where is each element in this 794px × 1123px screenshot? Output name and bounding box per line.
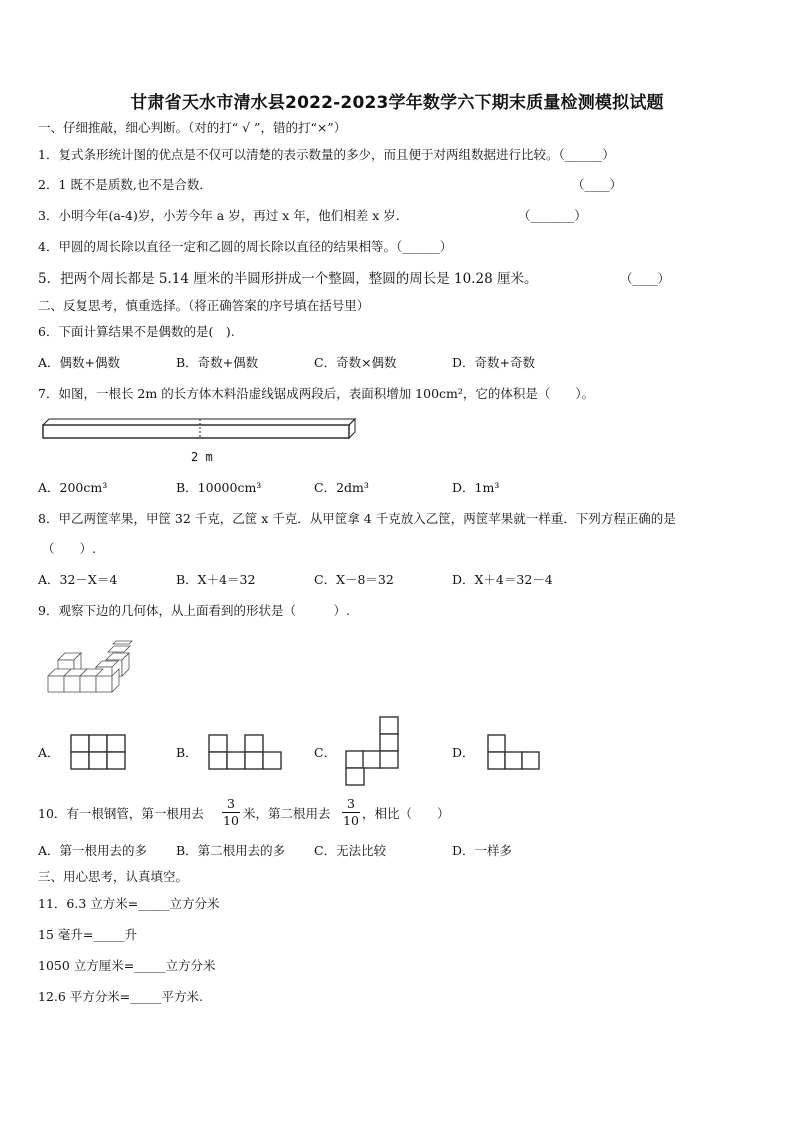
q6-option-b: B．奇数+偶数 bbox=[176, 355, 259, 370]
fraction-2-numerator: 3 bbox=[347, 796, 355, 811]
q8-option-c: C．X－8＝32 bbox=[314, 572, 394, 587]
section-heading-1: 一、仔细推敲，细心判断。（对的打“ √ ”，错的打“×”） bbox=[38, 120, 347, 135]
answer-blank-5: （____） bbox=[620, 271, 671, 286]
question-11-line-2: 15 毫升=_____升 bbox=[38, 927, 138, 942]
q10-option-c: C．无法比较 bbox=[314, 843, 387, 858]
question-3: 3．小明今年(a-4)岁，小芳今年 a 岁，再过 x 年，他们相差 x 岁． bbox=[38, 208, 409, 223]
q7-option-c: C．2dm³ bbox=[314, 480, 369, 495]
section-heading-2: 二、反复思考，慎重选择。（将正确答案的序号填在括号里） bbox=[38, 298, 370, 313]
q6-option-a: A．偶数+偶数 bbox=[38, 355, 121, 370]
q8-option-d: D．X＋4＝32－4 bbox=[452, 572, 553, 587]
q9-option-c-grid bbox=[345, 716, 401, 786]
cube-solid-figure bbox=[44, 640, 134, 702]
q9-option-d-grid bbox=[487, 734, 543, 772]
q6-option-c: C．奇数×偶数 bbox=[314, 355, 397, 370]
q6-option-d: D．奇数+奇数 bbox=[452, 355, 535, 370]
q10-option-d: D．一样多 bbox=[452, 843, 513, 858]
q7-option-a: A．200cm³ bbox=[38, 480, 108, 495]
question-1: 1．复式条形统计图的优点是不仅可以清楚的表示数量的多少，而且便于对两组数据进行比较。（______） bbox=[38, 147, 615, 162]
q10-option-a: A．第一根用去的多 bbox=[38, 843, 148, 858]
fraction-1-numerator: 3 bbox=[227, 796, 235, 811]
question-6: 6．下面计算结果不是偶数的是( ). bbox=[38, 324, 235, 339]
q7-option-b: B．10000cm³ bbox=[176, 480, 262, 495]
q8-option-a: A．32－X＝4 bbox=[38, 572, 118, 587]
q9-option-b-label: B． bbox=[176, 745, 198, 760]
q9-option-a-label: A． bbox=[38, 745, 60, 760]
question-5: 5．把两个周长都是 5.14 厘米的半圆形拼成一个整圆，整圆的周长是 10.28 厘米。 bbox=[38, 271, 538, 287]
question-2: 2．1 既不是质数,也不是合数． bbox=[38, 177, 212, 192]
answer-blank-2: （____） bbox=[572, 177, 623, 192]
question-4: 4．甲圆的周长除以直径一定和乙圆的周长除以直径的结果相等。（______） bbox=[38, 239, 453, 254]
question-8-line-1: 8．甲乙两筐苹果，甲筐 32 千克，乙筐 x 千克．从甲筐拿 4 千克放入乙筐，两筐苹果就一样重．下列方程正确的是 bbox=[38, 511, 676, 526]
question-8-line-2: （ ）. bbox=[42, 541, 96, 556]
page-title: 甘肃省天水市清水县2022-2023学年数学六下期末质量检测模拟试题 bbox=[130, 93, 664, 113]
fraction-2 bbox=[342, 797, 360, 828]
q7-option-d: D．1m³ bbox=[452, 480, 500, 495]
question-11-line-1: 11．6.3 立方米=_____立方分米 bbox=[38, 896, 220, 911]
question-9: 9．观察下边的几何体，从上面看到的形状是（ ）. bbox=[38, 603, 350, 618]
q10-option-b: B．第二根用去的多 bbox=[176, 843, 286, 858]
q9-option-d-label: D． bbox=[452, 745, 475, 760]
question-10-prefix: 10．有一根钢管，第一根用去 bbox=[38, 806, 204, 821]
q9-option-c-label: C． bbox=[314, 745, 337, 760]
question-10-suffix: ，相比（ ） bbox=[362, 806, 450, 821]
fraction-2-denominator: 10 bbox=[343, 813, 359, 828]
q8-option-b: B．X＋4＝32 bbox=[176, 572, 256, 587]
wood-beam-figure bbox=[40, 414, 360, 444]
question-7: 7．如图，一根长 2m 的长方体木料沿虚线锯成两段后，表面积增加 100cm²，它的体积是（ ）。 bbox=[38, 386, 595, 401]
q9-option-b-grid bbox=[208, 734, 282, 772]
question-11-line-3: 1050 立方厘米=_____立方分米 bbox=[38, 958, 216, 973]
beam-length-label: 2 m bbox=[191, 450, 213, 464]
question-11-line-4: 12.6 平方分米=_____平方米. bbox=[38, 989, 204, 1004]
question-10-middle: 米，第二根用去 bbox=[243, 806, 331, 821]
answer-blank-3: （_______） bbox=[518, 208, 587, 223]
section-heading-3: 三、用心思考，认真填空。 bbox=[38, 869, 189, 884]
fraction-1-denominator: 10 bbox=[223, 813, 239, 828]
fraction-1 bbox=[222, 797, 240, 828]
q9-option-a-grid bbox=[70, 734, 126, 772]
